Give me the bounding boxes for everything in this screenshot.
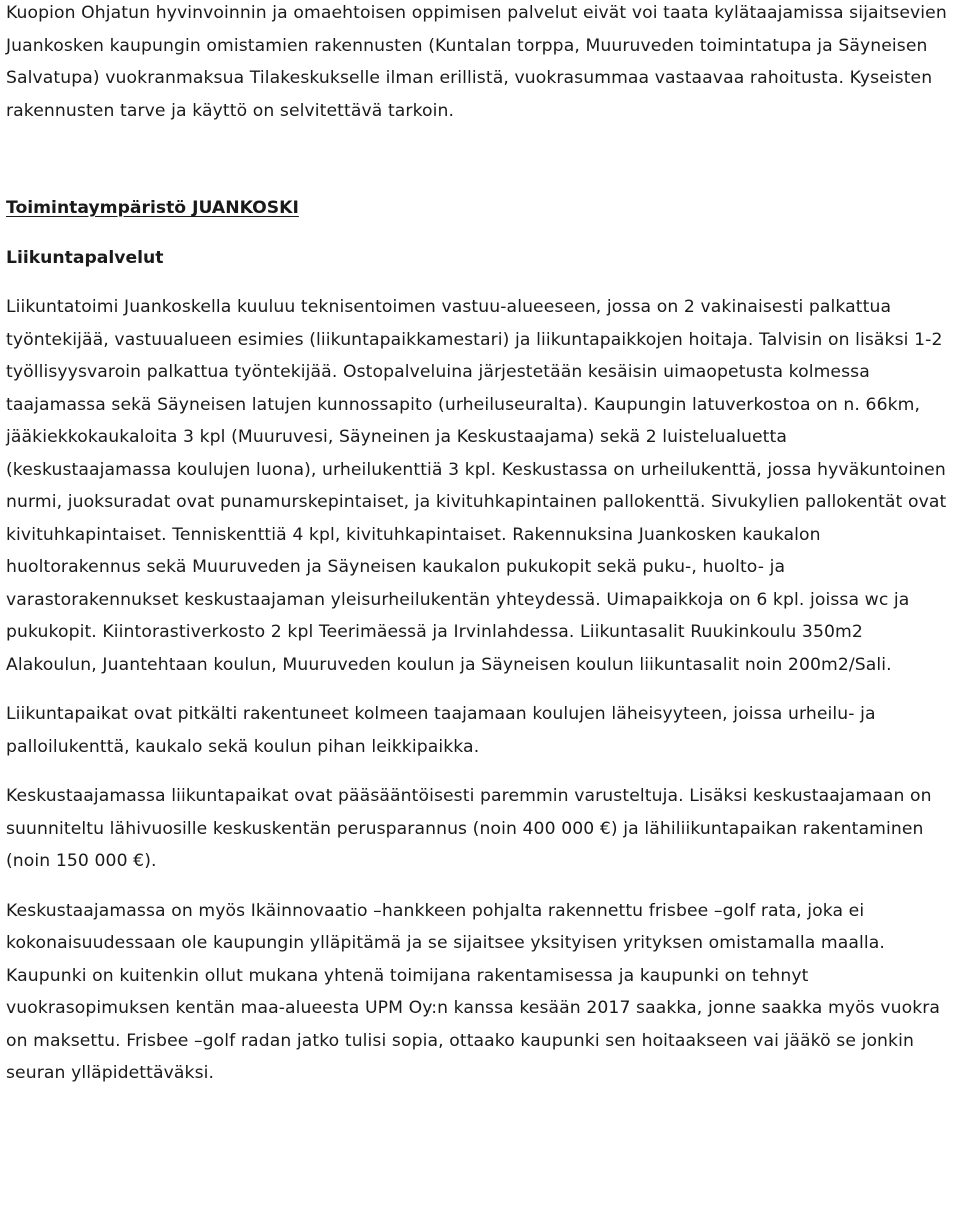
intro-paragraph: Kuopion Ohjatun hyvinvoinnin ja omaehtoisen oppimisen palvelut eivät voi taata kylätaajamissa sijaitsevien Juankosken kaupungin omistamien rakennusten (Kuntalan torppa, Muuruveden toimintatupa ja Säyneisen Salvatupa) vuokranmaksua Tilakeskukselle ilman erillistä, vuokrasummaa vastaavaa rahoitusta. Kyseisten rakennusten tarve ja käyttö on selvitettävä tarkoin.	[6, 3, 947, 121]
body-paragraph: Keskustaajamassa liikuntapaikat ovat pääsääntöisesti paremmin varusteltuja. Lisäksi keskustaajamaan on suunniteltu lähivuosille keskuskentän perusparannus (noin 400 000 €) ja lähiliikuntapaikan rakentaminen (noin 150 000 €).	[6, 786, 932, 871]
body-paragraph: Liikuntapaikat ovat pitkälti rakentuneet kolmeen taajamaan koulujen läheisyyteen, joissa urheilu- ja palloilukenttä, kaukalo sekä koulun pihan leikkipaikka.	[6, 704, 876, 757]
body-paragraph: Keskustaajamassa on myös Ikäinnovaatio –hankkeen pohjalta rakennettu frisbee –golf rata, joka ei kokonaisuudessaan ole kaupungin ylläpitämä ja se sijaitsee yksityisen yrityksen omistamalla maalla. Kaupunki on kuitenkin ollut mukana yhtenä toimijana rakentamisessa ja kaupunki on tehnyt vuokrasopimuksen kentän maa-alueesta UPM Oy:n kanssa kesään 2017 saakka, jonne saakka myös vuokra on maksettu. Frisbee –golf radan jatko tulisi sopia, ottaako kaupunki sen hoitaakseen vai jääkö se jonkin seuran ylläpidettäväksi.	[6, 900, 941, 1083]
body-paragraph: Liikuntatoimi Juankoskella kuuluu teknisentoimen vastuu-alueeseen, jossa on 2 vakinaisesti palkattua työntekijää, vastuualueen esimies (liikuntapaikkamestari) ja liikuntapaikkojen hoitaja. Talvisin on lisäksi 1-2 työllisyysvaroin palkattua työntekijää. Ostopalveluina järjestetään kesäisin uimaopetusta kolmessa taajamassa sekä Säyneisen latujen kunnossapito (urheiluseuralta). Kaupungin latuverkostoa on n. 66km, jääkiekkokaukaloita 3 kpl (Muuruvesi, Säyneinen ja Keskustaajama) sekä 2 luistelualuetta (keskustaajamassa koulujen luona), urheilukenttiä 3 kpl. Keskustassa on urheilukenttä, jossa hyväkuntoinen nurmi, juoksuradat ovat punamurskepintaiset, ja kivituhkapintainen pallokenttä. Sivukylien pallokentät ovat kivituhkapintaiset. Tenniskenttiä 4 kpl, kivituhkapintaiset. Rakennuksina Juankosken kaukalon huoltorakennus sekä Muuruveden ja Säyneisen kaukalon pukukopit sekä puku-, huolto- ja varastorakennukset keskustaajaman yleisurheilukentän yhteydessä. Uimapaikkoja on 6 kpl. joissa wc ja pukukopit. Kiintorastiverkosto 2 kpl Teerimäessä ja Irvinlahdessa. Liikuntasalit Ruukinkoulu 350m2 Alakoulun, Juantehtaan koulun, Muuruveden koulun ja Säyneisen koulun liikuntasalit noin 200m2/Sali.	[6, 297, 947, 675]
section-heading: Toimintaympäristö JUANKOSKI	[6, 198, 299, 218]
subsection-heading: Liikuntapalvelut	[6, 247, 164, 268]
